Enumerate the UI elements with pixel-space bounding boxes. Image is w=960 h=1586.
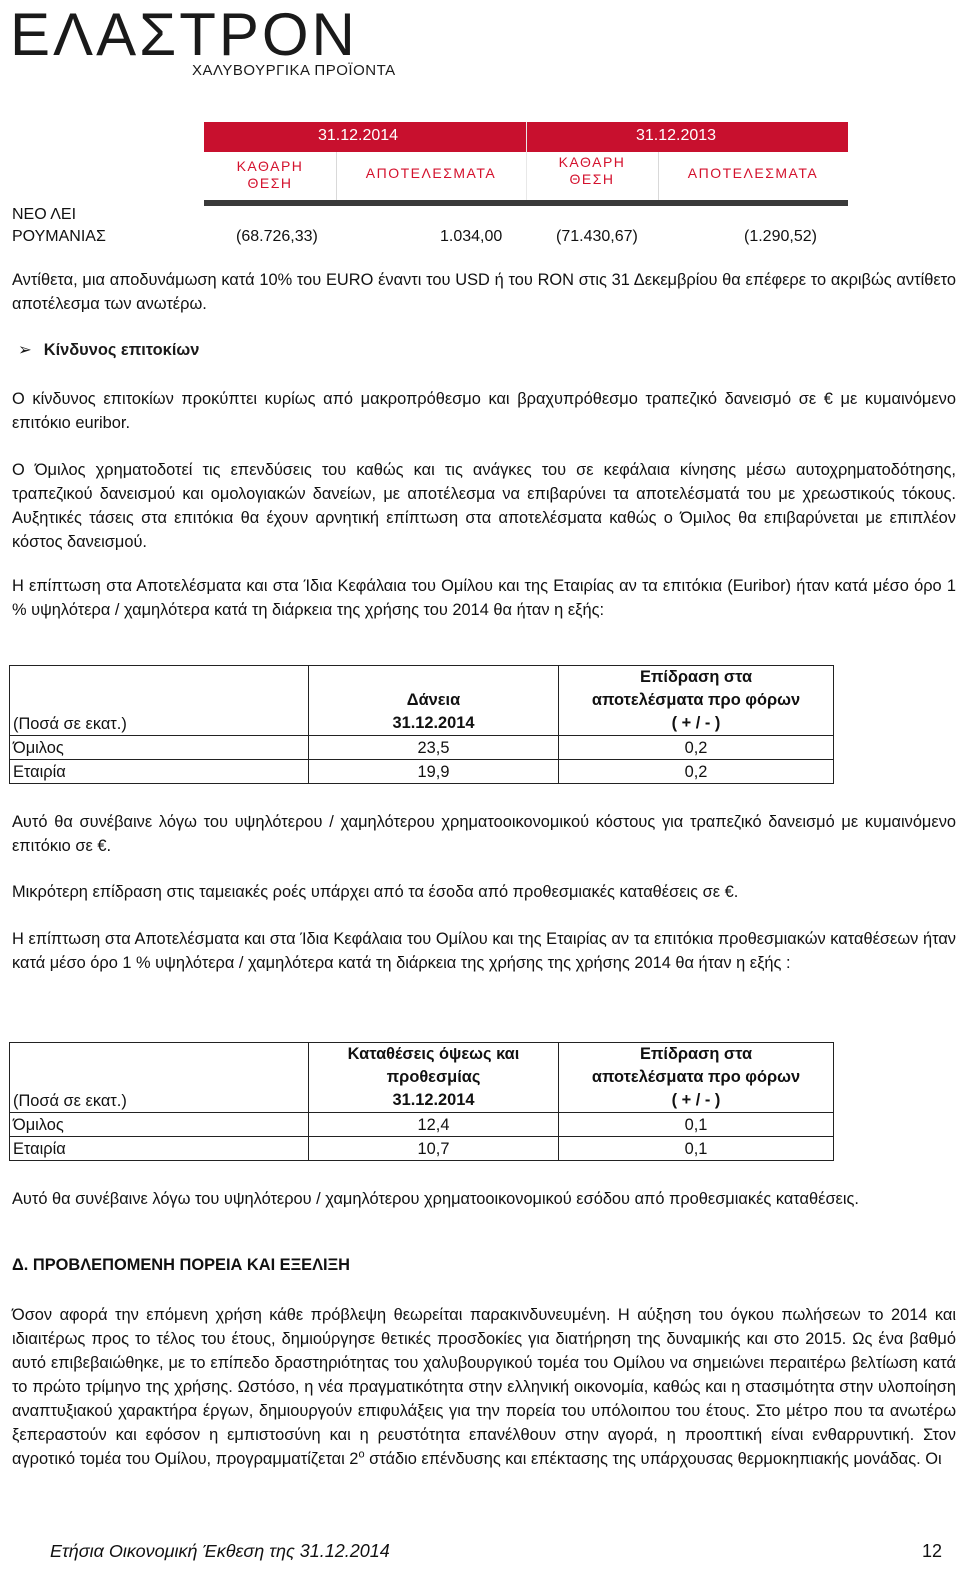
- header-text: Επίδραση στα: [639, 1045, 753, 1063]
- header-text: ( + / - ): [671, 714, 721, 732]
- row-label: Όμιλος: [10, 736, 309, 760]
- paragraph: Η επίπτωση στα Αποτελέσματα και στα Ίδια Κεφάλαια του Ομίλου και της Εταιρίας αν τα επιτόκια (Euribor) ήταν κατά μέσο όρο 1 % υψηλότερα / χαμηλότερα κατά τη διάρκεια της χρήσης του 2014 θα ήταν η εξής:: [12, 577, 956, 619]
- fx-value: (68.726,33): [236, 228, 318, 245]
- table-header-row: [10, 1043, 834, 1113]
- header-text: Επίδραση στα: [639, 668, 753, 686]
- paragraph: Μικρότερη επίδραση στις ταμειακές ροές υπάρχει από τα έσοδα από προθεσμιακές καταθέσεις σε €.: [12, 883, 739, 901]
- header-text: αποτελέσματα προ φόρων: [591, 1068, 801, 1086]
- row-effect: 0,2: [559, 736, 834, 760]
- fx-value: (71.430,67): [556, 228, 638, 245]
- header-date: 31.12.2014: [392, 714, 475, 732]
- paragraph-outlook: [12, 1303, 956, 1471]
- paragraph: Αντίθετα, μια αποδυνάμωση κατά 10% του EURO έναντι του USD ή του RON στις 31 Δεκεμβρίου θα επέφερε το ακριβώς αντίθετο αποτέλεσμα των ανωτέρω.: [12, 271, 956, 313]
- header-text: Καταθέσεις όψεως και: [347, 1045, 520, 1063]
- fx-col-results-2014: ΑΠΟΤΕΛΕΣΜΑΤΑ: [365, 165, 497, 181]
- row-effect: 0,2: [559, 760, 834, 784]
- bullet-arrow-icon: ➢: [18, 341, 32, 359]
- table-row: [10, 736, 834, 760]
- row-amount: 23,5: [309, 736, 559, 760]
- paragraph-text: Όσον αφορά την επόμενη χρήση κάθε πρόβλεψη θεωρείται παρακινδυνευμένη. Η αύξηση του όγκου πωλήσεων το 2014 και ιδιαιτέρως προς το τέλος του έτους, δημιούργησε θετικές προσδοκίες για διατήρηση της δυναμικής και στο 2015. Ως ένα βαθμό αυτό επιβεβαιώθηκε, με το επίπεδο δραστηριότητας του χαλυβουργικού τομέα του Ομίλου να σημειώνει περαιτέρω βελτίωση κατά το πρώτο τρίμηνο της χρήσης. Ωστόσο, η νέα πραγματικότητα στην ελληνική οικονομία, καθώς και η στασιμότητα στην υλοποίηση αναπτυξιακού χαρακτήρα έργων, δημιουργούν επιφυλάξεις για την πορεία του υπόλοιπου του έτους. Στο μέτρο που τα ανωτέρω ξεπεραστούν και εφόσον η εμπιστοσύνη και η ρευστότητα επανέλθουν στην αγορά, η προοπτική είναι ενθαρρυντική. Στον αγροτικό τομέα του Ομίλου, προγραμματίζεται 2: [12, 1306, 956, 1468]
- header-text: ( + / - ): [671, 1091, 721, 1109]
- row-effect: 0,1: [559, 1137, 834, 1161]
- header-date: 31.12.2014: [392, 1091, 475, 1109]
- row-label: Εταιρία: [10, 1137, 309, 1161]
- header-text: Δάνεια: [406, 691, 461, 709]
- paragraph: Αυτό θα συνέβαινε λόγω του υψηλότερου / χαμηλότερου χρηματοοικονομικού κόστους για τραπεζικό δανεισμό με κυμαινόμενο επιτόκιο σε €.: [12, 813, 956, 855]
- fx-date-2014: 31.12.2014: [318, 127, 399, 144]
- company-logo-subtitle: ΧΑΛΥΒΟΥΡΓΙΚΑ ΠΡΟΪΟΝΤΑ: [192, 62, 396, 79]
- table-header-loans: [309, 666, 559, 736]
- table-header-row: [10, 666, 834, 736]
- page-number: 12: [922, 1541, 943, 1561]
- fx-row-label: ΡΟΥΜΑΝΙΑΣ: [12, 228, 106, 245]
- paragraph: Αυτό θα συνέβαινε λόγω του υψηλότερου / χαμηλότερου χρηματοοικονομικού εσόδου από προθεσμιακές καταθέσεις.: [12, 1190, 859, 1208]
- fx-col-net-position-2014: ΚΑΘΑΡΗ ΘΕΣΗ: [236, 158, 304, 191]
- row-amount: 10,7: [309, 1137, 559, 1161]
- table-header-deposits: [309, 1043, 559, 1113]
- table-row: [10, 1113, 834, 1137]
- fx-value: 1.034,00: [440, 228, 503, 245]
- fx-date-2013: 31.12.2013: [636, 127, 717, 144]
- row-amount: 12,4: [309, 1113, 559, 1137]
- table-unit-label: (Ποσά σε εκατ.): [10, 666, 309, 736]
- paragraph: Η επίπτωση στα Αποτελέσματα και στα Ίδια Κεφάλαια του Ομίλου και της Εταιρίας αν τα επιτόκια προθεσμιακών καταθέσεων ήταν κατά μέσο όρο 1 % υψηλότερα / χαμηλότερα κατά τη διάρκεια της χρήσης της χρήσης 2014 θα ήταν η εξής :: [12, 930, 956, 972]
- fx-col-net-position-2013: ΚΑΘΑΡΗ ΘΕΣΗ: [558, 154, 626, 187]
- table-header-effect: [559, 1043, 834, 1113]
- row-amount: 19,9: [309, 760, 559, 784]
- table-unit-label: (Ποσά σε εκατ.): [10, 1043, 309, 1113]
- section-heading-outlook: Δ. ΠΡΟΒΛΕΠΟΜΕΝΗ ΠΟΡΕΙΑ ΚΑΙ ΕΞΕΛΙΞΗ: [12, 1256, 350, 1274]
- fx-col-results-2013: ΑΠΟΤΕΛΕΣΜΑΤΑ: [687, 165, 819, 181]
- paragraph-text: στάδιο επένδυσης και επέκτασης της υπάρχουσας θερμοκηπιακής μονάδας. Οι: [364, 1450, 942, 1468]
- row-effect: 0,1: [559, 1113, 834, 1137]
- deposits-sensitivity-table: [9, 1042, 834, 1161]
- footer-title: Ετήσια Οικονομική Έκθεση της 31.12.2014: [50, 1541, 390, 1561]
- interest-risk-title: Κίνδυνος επιτοκίων: [43, 341, 200, 359]
- header-text: αποτελέσματα προ φόρων: [591, 691, 801, 709]
- loans-sensitivity-table: [9, 665, 834, 784]
- fx-column-divider: [658, 152, 659, 200]
- fx-column-divider: [336, 152, 337, 200]
- fx-row-label: ΝΕΟ ΛΕΙ: [12, 206, 77, 223]
- header-text: προθεσμίας: [386, 1068, 481, 1086]
- row-label: Όμιλος: [10, 1113, 309, 1137]
- row-label: Εταιρία: [10, 760, 309, 784]
- paragraph: Ο κίνδυνος επιτοκίων προκύπτει κυρίως από μακροπρόθεσμο και βραχυπρόθεσμο τραπεζικό δανεισμό σε € με κυμαινόμενο επιτόκιο euribor.: [12, 390, 956, 432]
- paragraph: Ο Όμιλος χρηματοδοτεί τις επενδύσεις του καθώς και τις ανάγκες του σε κεφάλαια κίνησης μέσω αυτοχρηματοδότησης, τραπεζικού δανεισμού και ομολογιακών δανείων, με αποτέλεσμα να επιβαρύνει τα αποτελέσματά του με χρεωστικούς τόκους. Αυξητικές τάσεις στα επιτόκια θα έχουν αρνητική επίπτωση στα αποτελέσματα καθώς ο Όμιλος θα επιβαρύνεται με επιπλέον κόστος δανεισμού.: [12, 461, 956, 551]
- section-heading-interest-risk: [18, 340, 199, 360]
- table-header-effect: [559, 666, 834, 736]
- fx-column-divider: [526, 122, 527, 200]
- table-row: [10, 760, 834, 784]
- superscript: ο: [358, 1448, 365, 1461]
- fx-value: (1.290,52): [744, 228, 817, 245]
- company-logo: ΕΛΑΣΤΡΟΝ: [10, 1, 358, 68]
- table-row: [10, 1137, 834, 1161]
- fx-table-divider: [204, 200, 848, 206]
